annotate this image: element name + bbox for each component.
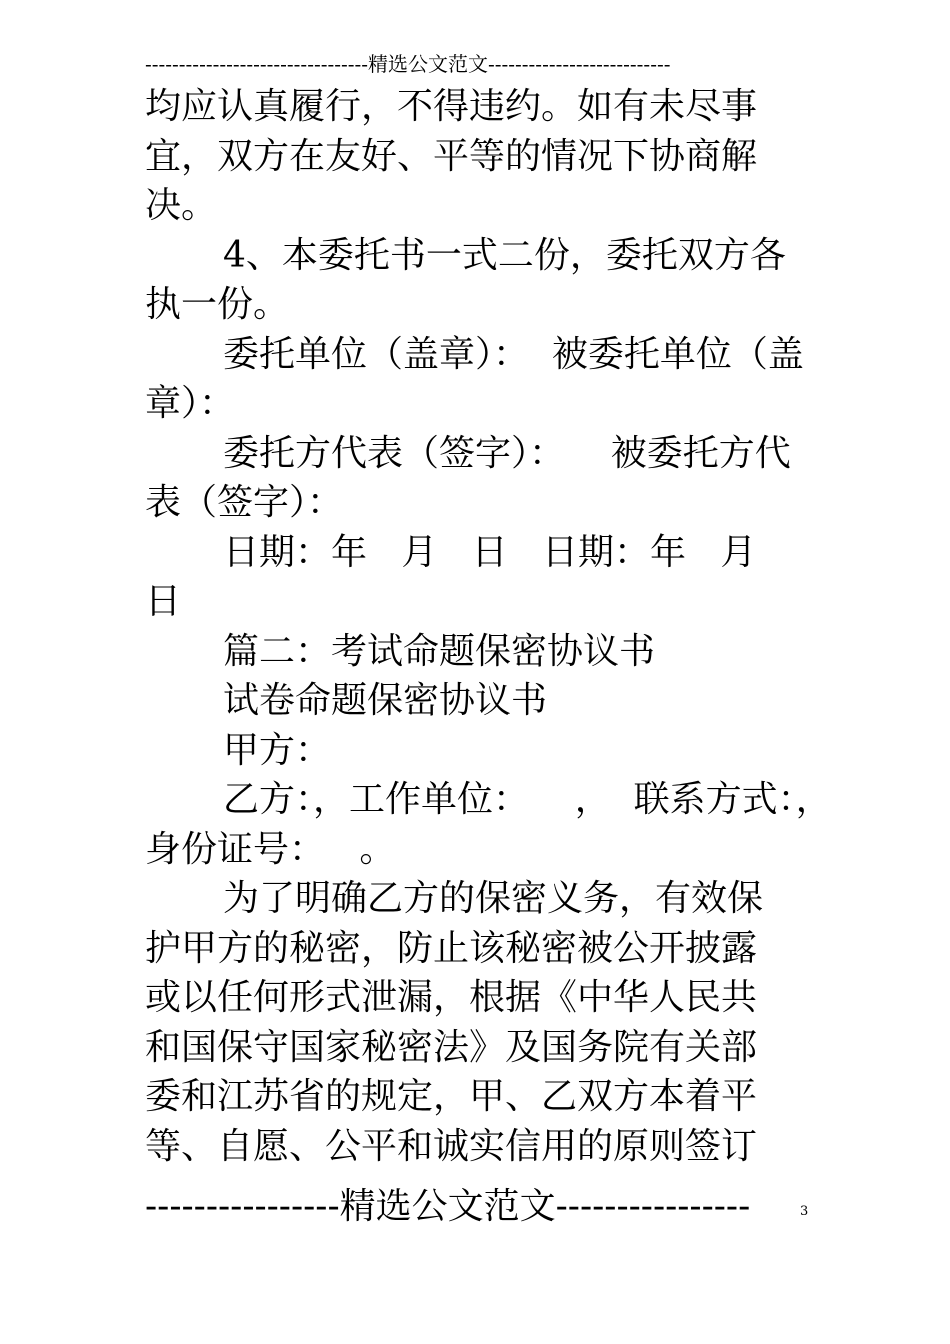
text-line: 委托方代表（签字）： 被委托方代 — [223, 432, 791, 474]
text-line: 委和江苏省的规定，甲、乙双方本着平 — [145, 1076, 758, 1117]
text-line: 委托单位（盖章）： 被委托单位（盖 — [223, 333, 804, 375]
text-line: 为了明确乙方的保密义务，有效保 — [223, 878, 764, 919]
text-line: 章）： — [145, 383, 236, 424]
text-line: 表（签字）： — [145, 482, 344, 523]
text-line: 均应认真履行，不得违约。如有未尽事 — [145, 86, 758, 127]
page-header: ---------------------------------精选公文范文--------------------------- — [145, 52, 671, 76]
text-line: 执一份。 — [145, 284, 290, 325]
text-line: 4、本委托书一式二份，委托双方各 — [223, 234, 786, 276]
text-line: 宜，双方在友好、平等的情况下协商解 — [145, 135, 758, 177]
document-title: 试卷命题保密协议书 — [223, 680, 548, 721]
text-line: 决。 — [145, 185, 218, 226]
text-line: 日期：年 月 日 日期：年 月 — [223, 531, 757, 573]
text-line: 日 — [145, 581, 182, 622]
text-line: 乙方：，工作单位： ， 联系方式：， — [223, 779, 832, 820]
text-line: 和国保守国家秘密法》及国务院有关部 — [145, 1026, 758, 1068]
text-line: 甲方： — [223, 729, 332, 771]
text-line: 护甲方的秘密，防止该秘密被公开披露 — [145, 927, 758, 969]
page-number: 3 — [800, 1204, 809, 1219]
document-body — [145, 82, 832, 1171]
text-line: 身份证号： 。 — [145, 828, 396, 870]
page-footer: ----------------精选公文范文---------------- — [145, 1186, 751, 1227]
text-line: 或以任何形式泄漏，根据《中华人民共 — [145, 977, 758, 1018]
section-heading: 篇二：考试命题保密协议书 — [223, 630, 656, 672]
text-line: 等、自愿、公平和诚实信用的原则签订 — [145, 1125, 758, 1167]
